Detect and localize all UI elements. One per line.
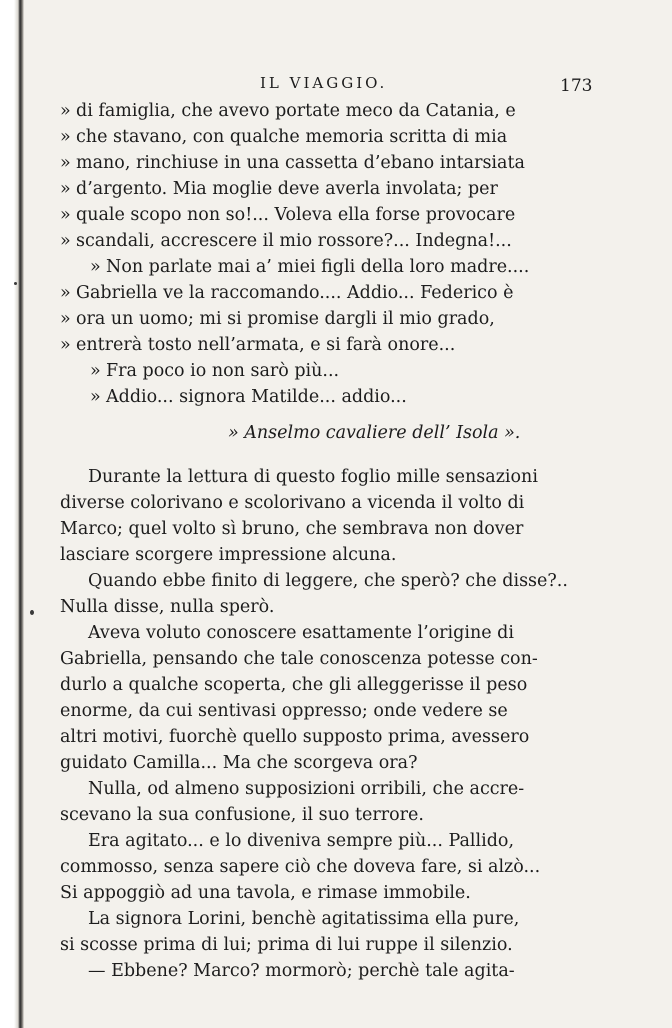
page-body — [60, 98, 620, 984]
text-line: » entrerà tosto nell’armata, e si farà onore... — [60, 335, 456, 355]
paragraph — [60, 958, 620, 984]
text-line: » quale scopo non so!... Voleva ella forse provocare — [60, 205, 516, 225]
text-line: — Ebbene? Marco? mormorò; perchè tale agita- — [88, 961, 515, 981]
text-line: » ora un uomo; mi si promise dargli il mio grado, — [60, 309, 495, 329]
running-title: IL VIAGGIO. — [260, 74, 388, 92]
paragraph — [60, 620, 620, 776]
text-line: » che stavano, con qualche memoria scritta di mia — [60, 127, 508, 147]
text-line: La signora Lorini, benchè agitatissima ella pure, — [88, 909, 520, 929]
signature: » Anselmo cavaliere dell’ Isola ». — [228, 423, 521, 443]
paragraph — [60, 828, 620, 906]
paragraph — [60, 776, 620, 828]
text-line: enorme, da cui sentivasi oppresso; onde vedere se — [60, 701, 508, 721]
text-line: » Non parlate mai a’ miei figli della loro madre.... — [90, 257, 530, 277]
paragraph — [60, 464, 620, 568]
page-edge-shadow — [0, 0, 24, 1028]
text-line: Si appoggiò ad una tavola, e rimase immobile. — [60, 883, 471, 903]
text-line: Nulla disse, nulla sperò. — [60, 597, 275, 617]
text-line: guidato Camilla... Ma che scorgeva ora? — [60, 753, 418, 773]
text-line: » di famiglia, che avevo portate meco da Catania, e — [60, 101, 516, 121]
page-number: 173 — [560, 76, 593, 96]
text-line: » Fra poco io non sarò più... — [90, 361, 340, 381]
text-line: diverse colorivano e scolorivano a vicenda il volto di — [60, 493, 525, 513]
text-line: Aveva voluto conoscere esattamente l’origine di — [88, 623, 514, 643]
ink-speck — [14, 282, 17, 285]
paragraph — [60, 906, 620, 958]
page-header — [0, 74, 672, 98]
text-line: si scosse prima di lui; prima di lui ruppe il silenzio. — [60, 935, 513, 955]
text-line: » mano, rinchiuse in una cassetta d’ebano intarsiata — [60, 153, 525, 173]
text-line: » Gabriella ve la raccomando.... Addio... Federico è — [60, 283, 514, 303]
text-line: » d’argento. Mia moglie deve averla involata; per — [60, 179, 498, 199]
text-line: Quando ebbe finito di leggere, che sperò? che disse?.. — [88, 571, 568, 591]
text-line: Marco; quel volto sì bruno, che sembrava non dover — [60, 519, 524, 539]
letter-block — [60, 98, 620, 448]
text-line: lasciare scorgere impressione alcuna. — [60, 545, 397, 565]
text-line: scevano la sua confusione, il suo terrore. — [60, 805, 424, 825]
text-line: altri motivi, fuorchè quello supposto prima, avessero — [60, 727, 530, 747]
ink-speck — [30, 610, 34, 615]
text-line: » Addio... signora Matilde... addio... — [90, 387, 407, 407]
paragraph — [60, 568, 620, 620]
text-line: durlo a qualche scoperta, che gli alleggerisse il peso — [60, 675, 528, 695]
text-line: commosso, senza sapere ciò che doveva fare, si alzò... — [60, 857, 541, 877]
spacer — [60, 448, 620, 464]
text-line: » scandali, accrescere il mio rossore?... Indegna!... — [60, 231, 512, 251]
text-line: Nulla, od almeno supposizioni orribili, che accre- — [88, 779, 525, 799]
text-line: Era agitato... e lo diveniva sempre più... Pallido, — [88, 831, 515, 851]
text-line: Gabriella, pensando che tale conoscenza potesse con- — [60, 649, 538, 669]
text-line: Durante la lettura di questo foglio mille sensazioni — [88, 467, 538, 487]
